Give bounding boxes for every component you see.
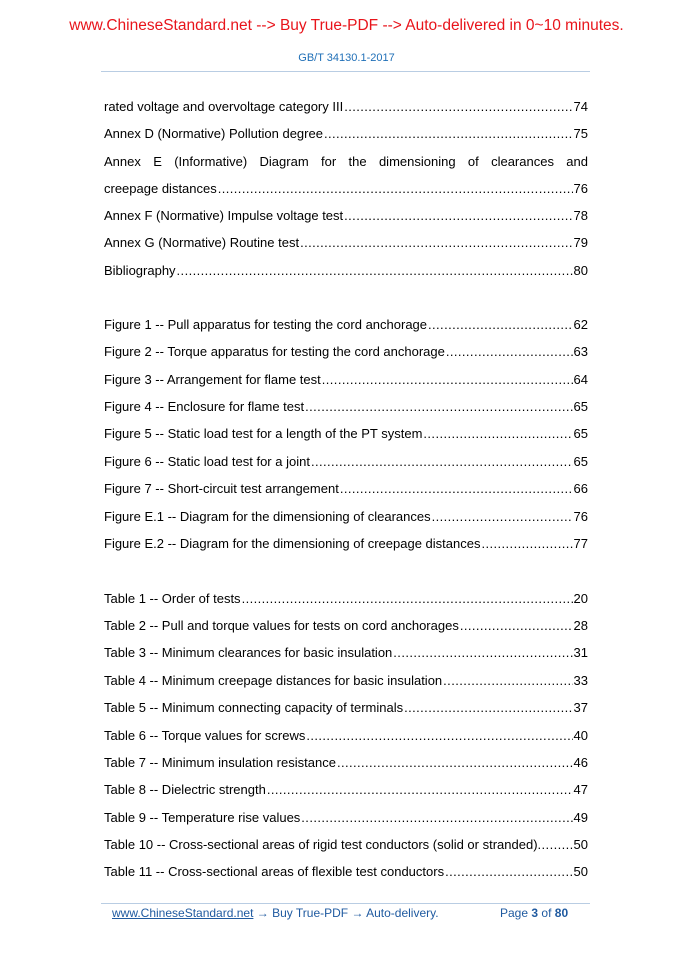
toc-entry-page: 78 [573, 208, 588, 223]
toc-entry[interactable] [104, 534, 588, 554]
toc-entry-title: Table 7 -- Minimum insulation resistance [104, 755, 336, 770]
toc-entry-page: 63 [573, 344, 588, 359]
toc-entry-page: 65 [573, 399, 588, 414]
toc-entry-page: 75 [573, 126, 588, 141]
toc-entry-title: Bibliography [104, 263, 176, 278]
toc-entry-page: 74 [573, 99, 588, 114]
toc-entry[interactable] [104, 97, 588, 117]
toc-leader-dots [432, 507, 573, 527]
toc-entry[interactable] [104, 589, 588, 609]
toc-entry-title: Table 1 -- Order of tests [104, 591, 241, 606]
toc-entry[interactable] [104, 671, 588, 691]
toc-entry[interactable] [104, 753, 588, 773]
toc-entry[interactable] [104, 233, 588, 253]
toc-entry-page: 33 [573, 673, 588, 688]
toc-leader-dots [446, 342, 573, 362]
toc-entry-page: 77 [573, 536, 588, 551]
toc-entry-title: creepage distances [104, 181, 217, 196]
toc-leader-dots [393, 643, 572, 663]
toc-leader-dots [423, 424, 572, 444]
toc-entry-title: Table 11 -- Cross-sectional areas of flexible test conductors [104, 864, 445, 879]
page-label: Page [500, 906, 529, 920]
toc-leader-dots [460, 616, 573, 636]
toc-entry-page: 31 [573, 645, 588, 660]
toc-entry-title: Table 4 -- Minimum creepage distances for basic insulation [104, 673, 443, 688]
toc-leader-dots [344, 97, 572, 117]
toc-leader-dots [242, 589, 573, 609]
footer-divider [101, 903, 590, 904]
footer-link[interactable]: www.ChineseStandard.net [112, 906, 254, 920]
toc-entry-title: Table 9 -- Temperature rise values [104, 810, 301, 825]
toc-entry-page: 46 [573, 755, 588, 770]
header-divider [101, 71, 590, 72]
toc-entry[interactable] [104, 342, 588, 362]
page-indicator [500, 906, 568, 920]
toc-entry-title: Annex F (Normative) Impulse voltage test [104, 208, 344, 223]
toc-entry[interactable] [104, 479, 588, 499]
toc-leader-dots [481, 534, 572, 554]
toc-entry-page: 65 [573, 426, 588, 441]
toc-leader-dots [404, 698, 572, 718]
toc-leader-dots [324, 124, 573, 144]
toc-entry[interactable] [104, 862, 588, 882]
toc-entry-title: Figure E.2 -- Diagram for the dimensioning of creepage distances [104, 536, 481, 551]
toc-entry[interactable] [104, 643, 588, 663]
toc-entry-title: Annex G (Normative) Routine test [104, 235, 300, 250]
toc-entry-title: rated voltage and overvoltage category III [104, 99, 344, 114]
toc-entry-title: Table 10 -- Cross-sectional areas of rigid test conductors (solid or stranded) [104, 837, 538, 852]
toc-entry[interactable] [104, 452, 588, 472]
promo-banner[interactable]: www.ChineseStandard.net --> Buy True-PDF --> Auto-delivered in 0~10 minutes. [69, 17, 624, 34]
standard-number: GB/T 34130.1-2017 [298, 52, 395, 64]
toc-leader-dots [306, 726, 572, 746]
toc-leader-dots [218, 179, 573, 199]
toc-entry-title: Table 5 -- Minimum connecting capacity of terminals [104, 700, 404, 715]
toc-entry-page: 62 [573, 317, 588, 332]
toc-entry-title: Table 8 -- Dielectric strength [104, 782, 266, 797]
toc-leader-dots [443, 671, 572, 691]
toc-leader-dots [177, 261, 573, 281]
toc-entry[interactable] [104, 424, 588, 444]
toc-entry-title: Figure 1 -- Pull apparatus for testing the cord anchorage [104, 317, 428, 332]
toc-entry-page: 47 [573, 782, 588, 797]
toc-entry-page: 66 [573, 481, 588, 496]
toc-leader-dots [301, 808, 572, 828]
toc-leader-dots [445, 862, 572, 882]
toc-entry-title: Figure E.1 -- Diagram for the dimensioning of clearances [104, 509, 431, 524]
toc-leader-dots [300, 233, 572, 253]
toc-entry-page: 76 [573, 181, 588, 196]
toc-entry[interactable] [104, 698, 588, 718]
toc-entry-page: 76 [573, 509, 588, 524]
toc-entry[interactable] [104, 206, 588, 226]
footer-promo-text: → Buy True-PDF → Auto-delivery. [253, 906, 439, 920]
toc-leader-dots [322, 370, 573, 390]
toc-entry-title: Table 6 -- Torque values for screws [104, 728, 306, 743]
toc-entry[interactable] [104, 261, 588, 281]
toc-entry-page: 80 [573, 263, 588, 278]
page-of: of [541, 906, 552, 920]
toc-leader-dots [538, 835, 574, 855]
toc-entry-title: Figure 4 -- Enclosure for flame test [104, 399, 305, 414]
toc-entry-page: 40 [573, 728, 588, 743]
toc-entry-annex-e-line1[interactable]: Annex E (Informative) Diagram for the dimensioning of clearances and [104, 154, 588, 169]
toc-entry[interactable] [104, 124, 588, 144]
footer-promo [112, 906, 439, 920]
toc-leader-dots [337, 753, 573, 773]
toc-entry-title: Figure 7 -- Short-circuit test arrangement [104, 481, 339, 496]
toc-entry-title: Figure 5 -- Static load test for a length of the PT system [104, 426, 423, 441]
toc-leader-dots [267, 780, 573, 800]
toc-entry-page: 79 [573, 235, 588, 250]
toc-entry-page: 20 [573, 591, 588, 606]
page-total: 80 [554, 906, 569, 920]
toc-leader-dots [305, 397, 572, 417]
toc-entry[interactable] [104, 835, 588, 855]
toc-entry[interactable] [104, 179, 588, 199]
toc-entry[interactable] [104, 370, 588, 390]
toc-entry[interactable] [104, 397, 588, 417]
toc-leader-dots [340, 479, 573, 499]
toc-entry-title: Figure 6 -- Static load test for a joint [104, 454, 310, 469]
toc-entry-page: 65 [573, 454, 588, 469]
toc-entry-title: Annex D (Normative) Pollution degree [104, 126, 323, 141]
toc-entry[interactable] [104, 315, 588, 335]
toc-entry-page: 28 [573, 618, 588, 633]
toc-entry-page: 37 [573, 700, 588, 715]
toc-entry-page: 49 [573, 810, 588, 825]
toc-entry[interactable] [104, 808, 588, 828]
toc-entry-title: Figure 3 -- Arrangement for flame test [104, 372, 321, 387]
toc-entry-title: Figure 2 -- Torque apparatus for testing the cord anchorage [104, 344, 445, 359]
page-current: 3 [531, 906, 539, 920]
toc-entry-title: Table 3 -- Minimum clearances for basic insulation [104, 645, 393, 660]
toc-entry[interactable] [104, 507, 588, 527]
toc-leader-dots [428, 315, 573, 335]
toc-leader-dots [311, 452, 573, 472]
toc-entry-title: Table 2 -- Pull and torque values for tests on cord anchorages [104, 618, 459, 633]
toc-entry-page: 50 [573, 864, 588, 879]
toc-entry[interactable] [104, 616, 588, 636]
toc-entry[interactable] [104, 780, 588, 800]
toc-entry-page: 50 [573, 837, 588, 852]
toc-entry[interactable] [104, 726, 588, 746]
toc-entry-page: 64 [573, 372, 588, 387]
toc-leader-dots [344, 206, 572, 226]
